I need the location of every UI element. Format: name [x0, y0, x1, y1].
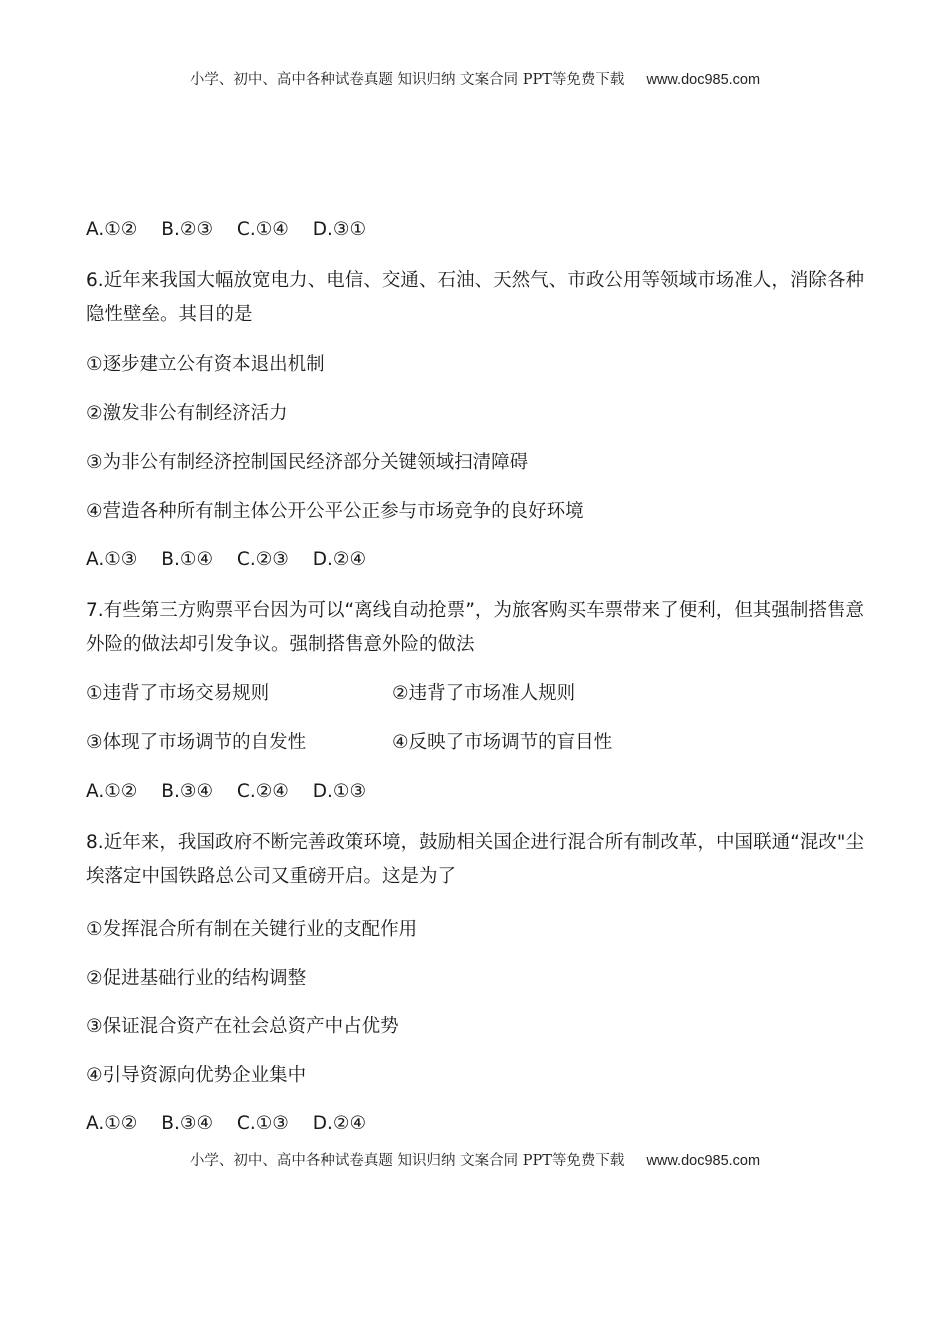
q6-item-3: ③为非公有制经济控制国民经济部分关键领域扫清障碍 [86, 452, 529, 473]
q8-item-2: ②促进基础行业的结构调整 [86, 968, 307, 989]
q5-option-d: D.③① [312, 219, 367, 240]
q8-option-d: D.②④ [312, 1113, 367, 1134]
q5-option-c: C.①④ [236, 219, 289, 240]
q7-items-row-2 [86, 726, 876, 760]
q6-options [86, 543, 876, 577]
q7-options [86, 775, 876, 809]
q7-item-4: ④反映了市场调节的盲目性 [392, 732, 613, 753]
q6-option-a: A.①③ [86, 549, 138, 570]
q5-option-b: B.②③ [161, 219, 214, 240]
q8-item-3: ③保证混合资产在社会总资产中占优势 [86, 1016, 399, 1037]
q6-option-b: B.①④ [161, 549, 214, 570]
q7-item-1: ①违背了市场交易规则 [86, 683, 270, 704]
footer-text: 小学、初中、高中各种试卷真题 知识归纳 文案合同 PPT等免费下载 [189, 1153, 625, 1169]
q7-option-a: A.①② [86, 781, 138, 802]
q8-option-a: A.①② [86, 1113, 138, 1134]
q7-stem: 7.有些第三方购票平台因为可以“离线自动抢票”，为旅客购买车票带来了便利，但其强制搭售意外险的做法却引发争议。强制搭售意外险的做法 [86, 600, 864, 655]
q8-item-4: ④引导资源向优势企业集中 [86, 1065, 307, 1086]
q8-stem: 8.近年来，我国政府不断完善政策环境，鼓励相关国企进行混合所有制改革，中国联通“混改"尘埃落定中国铁路总公司又重磅开启。这是为了 [86, 832, 864, 887]
q8-options [86, 1107, 876, 1141]
q8-item-1: ①发挥混合所有制在关键行业的支配作用 [86, 919, 418, 940]
q7-item-2: ②违背了市场准人规则 [392, 683, 576, 704]
q6-item-2: ②激发非公有制经济活力 [86, 403, 288, 424]
q6-option-d: D.②④ [312, 549, 367, 570]
header-text: 小学、初中、高中各种试卷真题 知识归纳 文案合同 PPT等免费下载 [189, 72, 625, 88]
q6-stem: 6.近年来我国大幅放宽电力、电信、交通、石油、天然气、市政公用等领域市场准人，消除各种隐性壁垒。其目的是 [86, 270, 864, 325]
q7-items-row-1 [86, 677, 876, 711]
q7-option-d: D.①③ [312, 781, 367, 802]
q8-option-c: C.①③ [236, 1113, 289, 1134]
q5-options [86, 213, 876, 247]
header-url[interactable]: www.doc985.com [646, 72, 761, 88]
q8-option-b: B.③④ [161, 1113, 214, 1134]
q6-item-4: ④营造各种所有制主体公开公平公正参与市场竞争的良好环境 [86, 501, 584, 522]
q6-item-1: ①逐步建立公有资本退出机制 [86, 354, 325, 375]
q7-item-3: ③体现了市场调节的自发性 [86, 732, 307, 753]
page-header [0, 68, 950, 89]
q5-option-a: A.①② [86, 219, 138, 240]
q6-option-c: C.②③ [236, 549, 289, 570]
q7-option-b: B.③④ [161, 781, 214, 802]
q7-option-c: C.②④ [236, 781, 289, 802]
page-footer [0, 1149, 950, 1170]
footer-url[interactable]: www.doc985.com [646, 1153, 761, 1169]
